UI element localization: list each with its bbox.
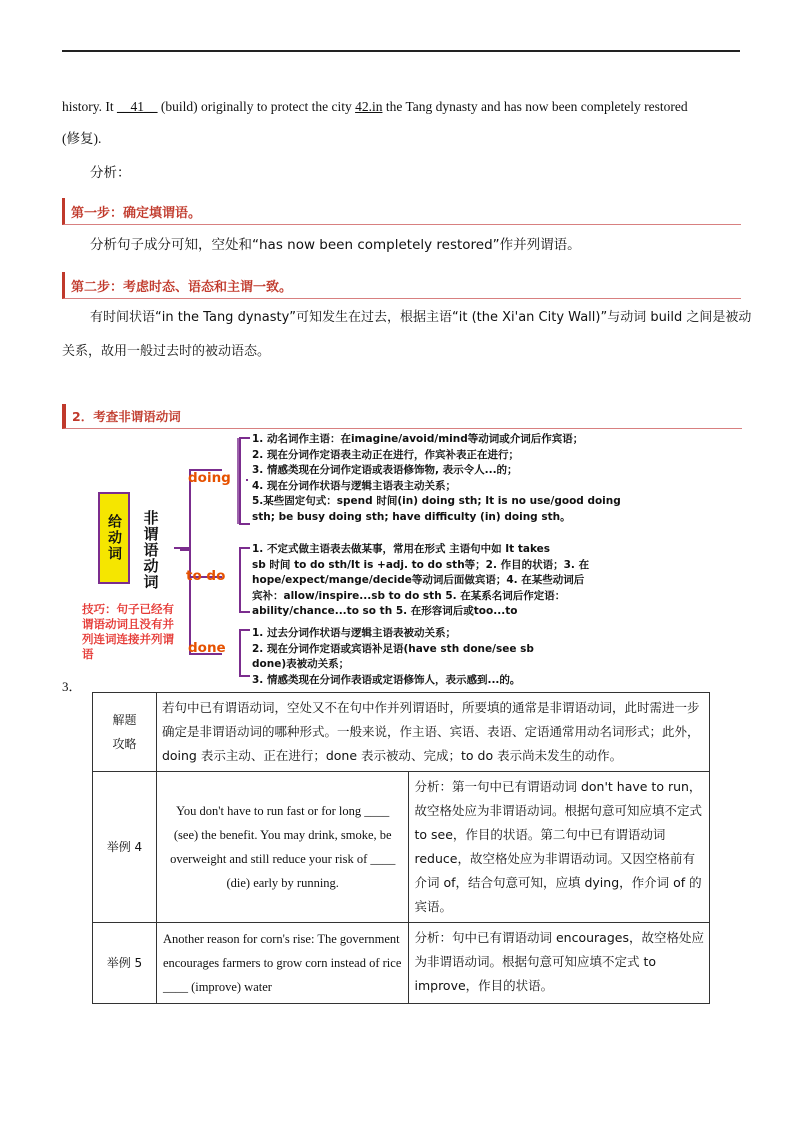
step1-header (62, 198, 741, 225)
todo-item: 宾补：allow/inspire...sb to do sth 5. 在某系名词后作定语： (252, 589, 566, 602)
example-text: Another reason for corn's rise: The government encourages farmers to grow corn instead of rice ____ (improve) water (156, 923, 409, 1004)
root-label: 给动词 (106, 514, 122, 562)
done-item: done)表被动关系； (252, 658, 350, 670)
todo-item: 1. 不定式做主语表去做某事，常用在形式 主语句中如 It takes (252, 543, 551, 555)
doing-item: 2. 现在分词作定语表主动正在进行，作宾补表正在进行； (252, 448, 519, 461)
blank-41: __41__ (117, 99, 158, 114)
doing-list (252, 432, 672, 525)
doing-item: 4. 现在分词作状语与逻辑主语表主动关系； (252, 479, 456, 492)
passage-line (62, 96, 742, 118)
non-finite-verb-diagram (62, 432, 742, 692)
passage-text-before: history. It (62, 99, 117, 114)
step1-title: 第一步：确定填谓语。 (71, 206, 202, 221)
example-analysis: 分析：第一句中已有谓语动词 don't have to run，故空格处应为非谓语动词。根据句意可知应填不定式 to see，作目的状语。第二句中已有谓语动词 reduce，故空格处应为非谓语动词。又因空格前有介词 of，结合句意可知，应填 dying，作介词 of 的宾语。 (409, 772, 710, 923)
doing-item: 5.某些固定句式：spend 时间(in) doing sth; It is no use/good doing (252, 495, 621, 507)
passage-line-2: (修复). (62, 131, 102, 146)
doing-item: 1. 动名词作主语：在imagine/avoid/mind等动词或介词后作宾语； (252, 433, 584, 445)
step2-body-line1: 有时间状语“in the Tang dynasty”可知发生在过去，根据主语“it (the Xi'an City Wall)”与动词 build 之间是被动 (90, 310, 752, 325)
section2-title: 2．考查非谓语动词 (72, 409, 181, 424)
step2-header (62, 272, 741, 299)
analysis-label: 分析： (90, 165, 131, 181)
table-row (93, 923, 710, 1004)
done-label: done (188, 640, 226, 656)
done-item: 2. 现在分词作定语或宾语补足语(have sth done/see sb (252, 642, 534, 655)
example-text: You don't have to run fast or for long ____ (see) the benefit. You may drink, smoke, be overweight and still reduce your risk of ____ (die) early by running. (156, 772, 409, 923)
table-row (93, 693, 710, 772)
step2-title: 第二步：考虑时态、语态和主谓一致。 (71, 280, 293, 295)
passage-text-middle: (build) originally to protect the city (157, 99, 356, 114)
table-row (93, 772, 710, 923)
doing-item: sth; be busy doing sth; have difficulty (in) doing sth。 (252, 510, 571, 523)
todo-item: sb 时间 to do sth/It is +adj. to do sth等；2. 作目的状语；3. 在 (252, 558, 590, 571)
todo-item: ability/chance...to so th 5. 在形容词后或too...to (252, 605, 518, 617)
example-analysis: 分析：句中已有谓语动词 encourages，故空格处应为非谓语动词。根据句意可知应填不定式 to improve，作目的状语。 (409, 923, 710, 1004)
branch-label: 非谓语动词 (141, 510, 160, 590)
blank-42: 42.in (355, 99, 383, 114)
doing-label: doing (188, 470, 231, 486)
strategy-table (92, 692, 710, 1004)
strategy-content: 若句中已有谓语动词，空处又不在句中作并列谓语时，所要填的通常是非谓语动词，此时需进一步确定是非谓语动词的哪种形式。一般来说，作主语、宾语、表语、定语通常用动名词形式；此外，doing 表示主动、正在进行；done 表示被动、完成；to do 表示尚未发生的动作。 (156, 693, 709, 772)
row-label: 举例 4 (93, 772, 157, 923)
step2-body-line2: 关系，故用一般过去时的被动语态。 (62, 344, 271, 359)
done-item: 1. 过去分词作状语与逻辑主语表被动关系； (252, 627, 456, 639)
todo-label: to do (186, 568, 226, 584)
todo-item: hope/expect/mange/decide等动词后面做宾语；4. 在某些动词后 (252, 574, 585, 586)
root-box (98, 492, 130, 584)
doing-item: 3. 情感类现在分词作定语或表语修饰物, 表示令人...的； (252, 464, 518, 476)
step1-body: 分析句子成分可知，空处和“has now been completely restored”作并列谓语。 (90, 237, 581, 253)
item-number: 3． (62, 679, 82, 694)
done-item: 3. 情感类现在分词作表语或定语修饰人，表示感到...的。 (252, 673, 521, 686)
row-label: 举例 5 (93, 923, 157, 1004)
header-rule (62, 50, 740, 52)
passage-text-after: the Tang dynasty and has now been completely restored (382, 99, 688, 114)
tip-text: 技巧：句子已经有谓语动词且没有并列连词连接并列谓语 (82, 602, 174, 661)
done-list (252, 626, 652, 688)
section2-header (62, 404, 742, 429)
branch-box (138, 510, 164, 595)
todo-list (252, 542, 652, 620)
row-label: 解题攻略 (93, 693, 157, 772)
